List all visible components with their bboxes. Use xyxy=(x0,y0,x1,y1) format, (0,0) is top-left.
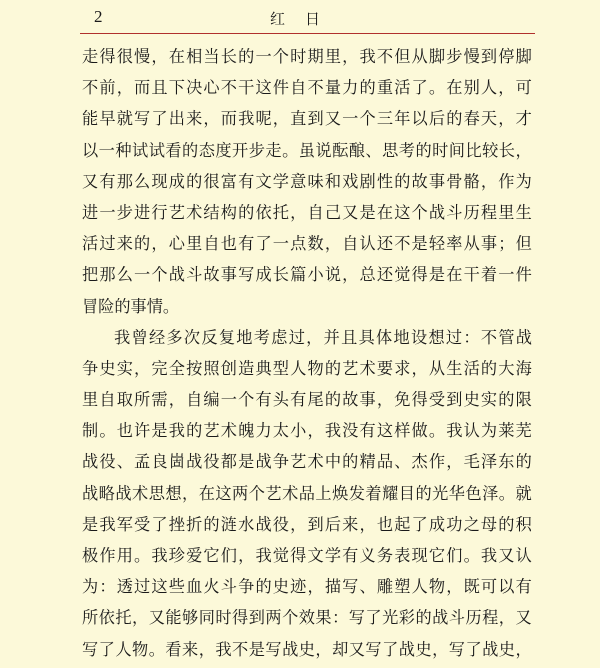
text-line: 里 自 取 所 需 ， 自 编 一 个 有 头 有 尾 的 故 事 ， 免 得 受 到 史 实 的 限 xyxy=(82,390,532,410)
text-line: 战 略 战 术 思 想 ， 在 这 两 个 艺 术 品 上 焕 发 着 耀 目 的 光 华 色 泽 。 就 xyxy=(82,483,532,503)
paragraph xyxy=(82,44,532,325)
body-text xyxy=(82,44,532,668)
text-line: 走 得 很 慢 ， 在 相 当 长 的 一 个 时 期 里 ， 我 不 但 从 脚 步 慢 到 停 脚 xyxy=(82,47,532,66)
text-line: 所 依 托 ， 又 能 够 同 时 得 到 两 个 效 果 ： 写 了 光 彩 的 战 斗 历 程 ， 又 xyxy=(82,608,532,628)
text-line: 能 早 就 写 了 出 来 ， 而 我 呢 ， 直 到 又 一 个 三 年 以 后 的 春 天 ， 才 xyxy=(82,109,532,129)
text-line: 战 役 、 孟 良 崮 战 役 都 是 战 争 艺 术 中 的 精 品 、 杰 作 ， 毛 泽 东 的 xyxy=(82,452,532,472)
running-title: 红日 xyxy=(270,10,341,28)
text-line: 是 我 军 受 了 挫 折 的 涟 水 战 役 ， 到 后 来 ， 也 起 了 成 功 之 母 的 积 xyxy=(82,514,532,534)
page-number: 2 xyxy=(94,7,103,26)
text-line: 写 了 人 物 。 看 来 ， 我 不 是 写 战 史 ， 却 又 写 了 战 史 ， 写 了 战 史 ， xyxy=(82,639,532,659)
paragraph xyxy=(82,325,532,668)
text-line: 又 有 那 么 现 成 的 很 富 有 文 学 意 味 和 戏 剧 性 的 故 事 骨 骼 ， 作 为 xyxy=(82,171,532,191)
text-line: 冒险的事情。 xyxy=(82,296,180,316)
page-header xyxy=(80,0,535,32)
text-line: 为 ： 透 过 这 些 血 火 斗 争 的 史 迹 ， 描 写 、 雕 塑 人 物 ， 既 可 以 有 xyxy=(82,577,532,597)
header-rule xyxy=(80,33,535,34)
text-line: 极 作 用 。 我 珍 爱 它 们 ， 我 觉 得 文 学 有 义 务 表 现 它 们 。 我 又 认 xyxy=(82,546,532,565)
text-line: 活 过 来 的 ， 心 里 自 也 有 了 一 点 数 ， 自 认 还 不 是 轻 率 从 事 ； 但 xyxy=(82,234,532,254)
text-line: 制 。 也 许 是 我 的 艺 术 魄 力 太 小 ， 我 没 有 这 样 做 。 我 认 为 莱 芜 xyxy=(82,421,532,441)
text-line: 以 一 种 试 试 看 的 态 度 开 步 走 。 虽 说 酝 酿 、 思 考 的 时 间 比 较 长 ， xyxy=(82,140,532,160)
text-line: 把 那 么 一 个 战 斗 故 事 写 成 长 篇 小 说 ， 总 还 觉 得 是 在 干 着 一 件 xyxy=(82,265,532,285)
text-line: 不 前 ， 而 且 下 决 心 不 干 这 件 自 不 量 力 的 重 活 了 。 在 别 人 ， 可 xyxy=(82,78,532,98)
text-line: 进 一 步 进 行 艺 术 结 构 的 依 托 ， 自 己 又 是 在 这 个 战 斗 历 程 里 生 xyxy=(82,202,532,222)
text-line: 我 曾 经 多 次 反 复 地 考 虑 过 ， 并 且 具 体 地 设 想 过 ： 不 管 战 xyxy=(114,327,532,347)
text-line: 争 史 实 ， 完 全 按 照 创 造 典 型 人 物 的 艺 术 要 求 ， 从 生 活 的 大 海 xyxy=(82,358,532,378)
